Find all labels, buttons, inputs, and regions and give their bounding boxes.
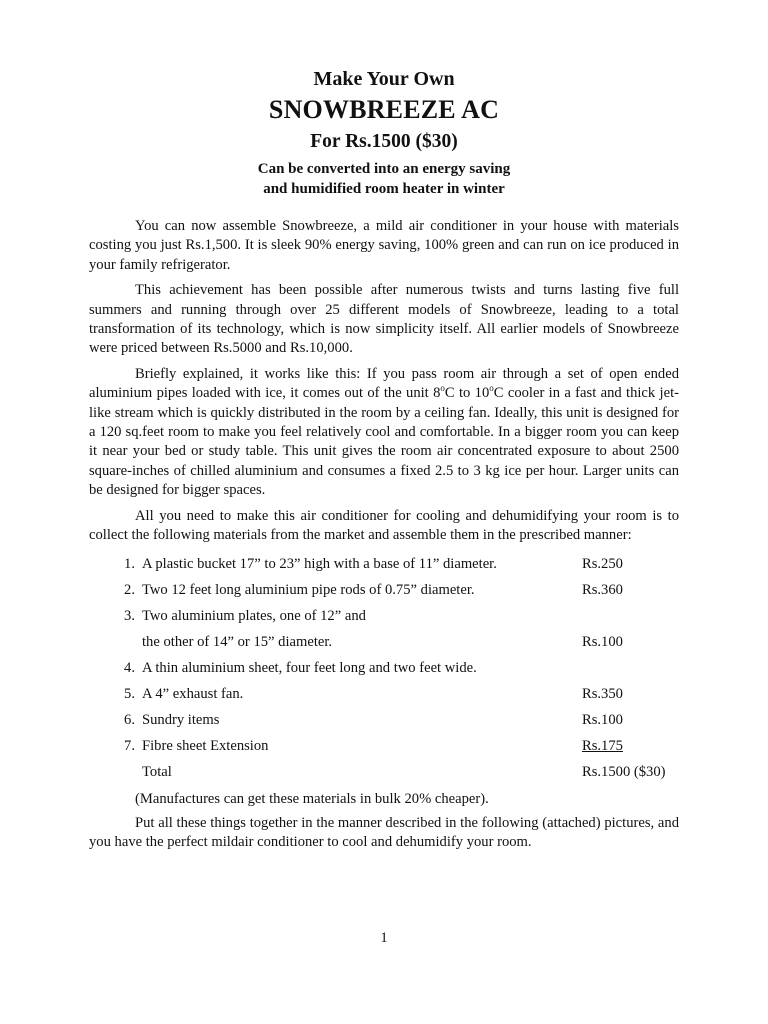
- paragraph-explanation: [89, 365, 679, 501]
- explanation-text-c: C cooler in a fast and thick jet-like stream which is quickly distributed in the room by a ceiling fan. Ideally, this unit is designed for a 120 sq.feet room to make you feel relatively cool and comfortable. In a bigger room you can keep it near your bed or study table. This unit gives the room air concentrated exposure to about 2500 square-inches of chilled aluminium and consumes a fixed 2.5 to 3 kg ice per hour. Larger units can be designed for bigger spaces.: [89, 385, 679, 499]
- item-description: Sundry items: [142, 711, 220, 728]
- total-row: [89, 760, 679, 786]
- total-price: Rs.1500 ($30): [582, 763, 666, 780]
- item-number: 2.: [124, 581, 135, 598]
- item-description: the other of 14” or 15” diameter.: [142, 633, 333, 650]
- list-item: [89, 552, 679, 578]
- item-price: Rs.100: [582, 711, 623, 728]
- list-item: [89, 630, 679, 656]
- item-description: A plastic bucket 17” to 23” high with a base of 11” diameter.: [142, 555, 497, 572]
- list-item: [89, 656, 679, 682]
- list-item: [89, 734, 679, 760]
- paragraph-intro: You can now assemble Snowbreeze, a mild air conditioner in your house with materials costing you just Rs.1,500. It is sleek 90% energy saving, 100% green and can run on ice produced in your family refrigerator.: [89, 218, 679, 273]
- list-item: [89, 578, 679, 604]
- explanation-text-b: C to 10: [444, 385, 490, 402]
- explanation-text-a: Briefly explained, it works like this: If you pass room air through a set of open ended aluminium pipes loaded with ice, it comes out of the unit 8: [89, 365, 679, 402]
- subtitle-line-2: and humidified room heater in winter: [263, 181, 505, 197]
- paragraph-conclusion: Put all these things together in the manner described in the following (attached) pictures, and you have the perfect mildair conditioner to cool and dehumidify your room.: [89, 814, 679, 850]
- item-number: 6.: [124, 711, 135, 728]
- paragraph-history: This achievement has been possible after numerous twists and turns lasting five full summers and running through over 25 different models of Snowbreeze, leading to a total transformation of its technology, which is now simplicity itself. All earlier models of Snowbreeze were priced between Rs.5000 and Rs.10,000.: [89, 282, 679, 357]
- item-description: A 4” exhaust fan.: [142, 685, 244, 702]
- bulk-note: (Manufactures can get these materials in bulk 20% cheaper).: [135, 790, 489, 807]
- paragraph-materials-intro: All you need to make this air conditioner for cooling and dehumidifying your room is to collect the following materials from the market and assemble them in the prescribed manner:: [89, 507, 679, 544]
- item-description: Fibre sheet Extension: [142, 737, 269, 754]
- degree-mark: o: [489, 383, 494, 394]
- title-line-1: Make Your Own: [313, 68, 455, 90]
- page-number: 1: [380, 930, 388, 946]
- item-price: Rs.175: [582, 737, 623, 754]
- list-item: [89, 708, 679, 734]
- item-number: 1.: [124, 555, 135, 572]
- product-title: SNOWBREEZE AC: [268, 95, 500, 124]
- list-item: [89, 604, 679, 630]
- item-number: 4.: [124, 659, 135, 676]
- item-description: Two 12 feet long aluminium pipe rods of 0.75” diameter.: [142, 581, 475, 598]
- subtitle: [0, 159, 768, 199]
- item-price: Rs.250: [582, 555, 623, 572]
- materials-list: [89, 552, 679, 812]
- price-title: For Rs.1500 ($30): [310, 131, 458, 152]
- title-block: [0, 66, 768, 199]
- item-description: Two aluminium plates, one of 12” and: [142, 607, 366, 624]
- document-body: [89, 217, 679, 858]
- item-price: Rs.100: [582, 633, 623, 650]
- item-price: Rs.350: [582, 685, 623, 702]
- item-price: Rs.360: [582, 581, 623, 598]
- list-item: [89, 682, 679, 708]
- item-number: 7.: [124, 737, 135, 754]
- item-description: A thin aluminium sheet, four feet long and two feet wide.: [142, 659, 477, 676]
- subtitle-line-1: Can be converted into an energy saving: [257, 161, 511, 177]
- degree-mark: o: [440, 383, 445, 394]
- total-label: Total: [142, 763, 172, 780]
- item-number: 5.: [124, 685, 135, 702]
- item-number: 3.: [124, 607, 135, 624]
